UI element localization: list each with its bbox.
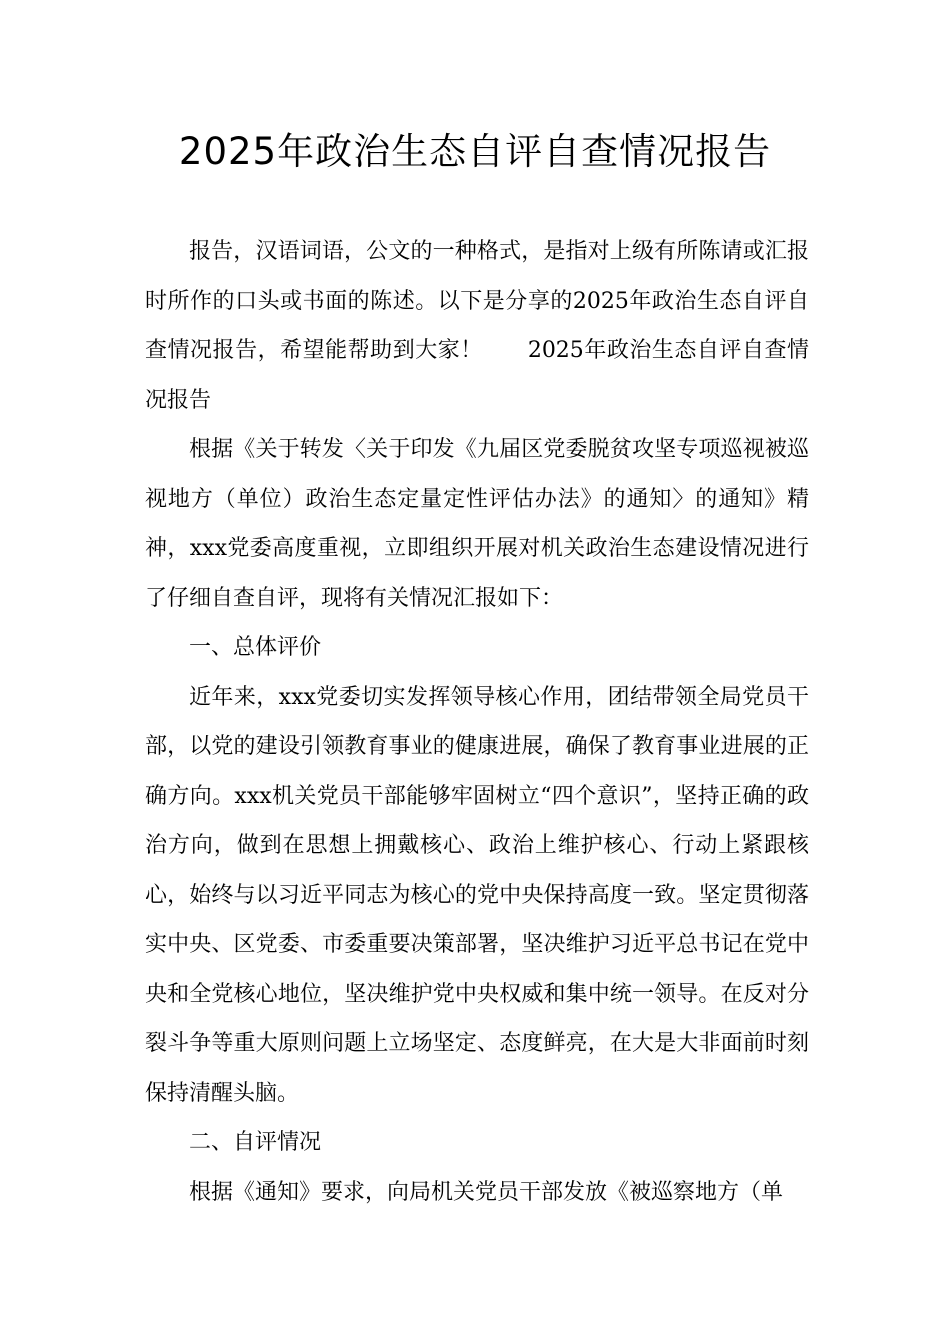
- self-evaluation-paragraph: 根据《通知》要求，向局机关党员干部发放《被巡察地方（单: [189, 1179, 784, 1205]
- basis-paragraph: 根据《关于转发〈关于印发《九届区党委脱贫攻坚专项巡视被巡视地方（单位）政治生态定量定性评估办法》的通知〉的通知》精神，xxx党委高度重视，立即组织开展对机关政治生态建设情况进行了仔细自查自评，现将有关情况汇报如下：: [145, 437, 809, 611]
- document-body: [145, 227, 809, 1217]
- intro-paragraph: 报告，汉语词语，公文的一种格式，是指对上级有所陈请或汇报时所作的口头或书面的陈述。以下是分享的2025年政治生态自评自查情况报告，希望能帮助到大家！ 2025年政治生态自评自查情况报告: [145, 239, 809, 413]
- section-heading-overall-evaluation: 一、总体评价: [189, 635, 322, 660]
- overall-evaluation-paragraph: 近年来，xxx党委切实发挥领导核心作用，团结带领全局党员干部，以党的建设引领教育事业的健康进展，确保了教育事业进展的正确方向。xxx机关党员干部能够牢固树立“四个意识”，坚持正确的政治方向，做到在思想上拥戴核心、政治上维护核心、行动上紧跟核心，始终与以习近平同志为核心的党中央保持高度一致。坚定贯彻落实中央、区党委、市委重要决策部署，坚决维护习近平总书记在党中央和全党核心地位，坚决维护党中央权威和集中统一领导。在反对分裂斗争等重大原则问题上立场坚定、态度鲜亮，在大是大非面前时刻保持清醒头脑。: [145, 684, 809, 1106]
- section-heading-self-evaluation: 二、自评情况: [189, 1130, 322, 1155]
- document-title: 2025年政治生态自评自查情况报告: [178, 130, 772, 173]
